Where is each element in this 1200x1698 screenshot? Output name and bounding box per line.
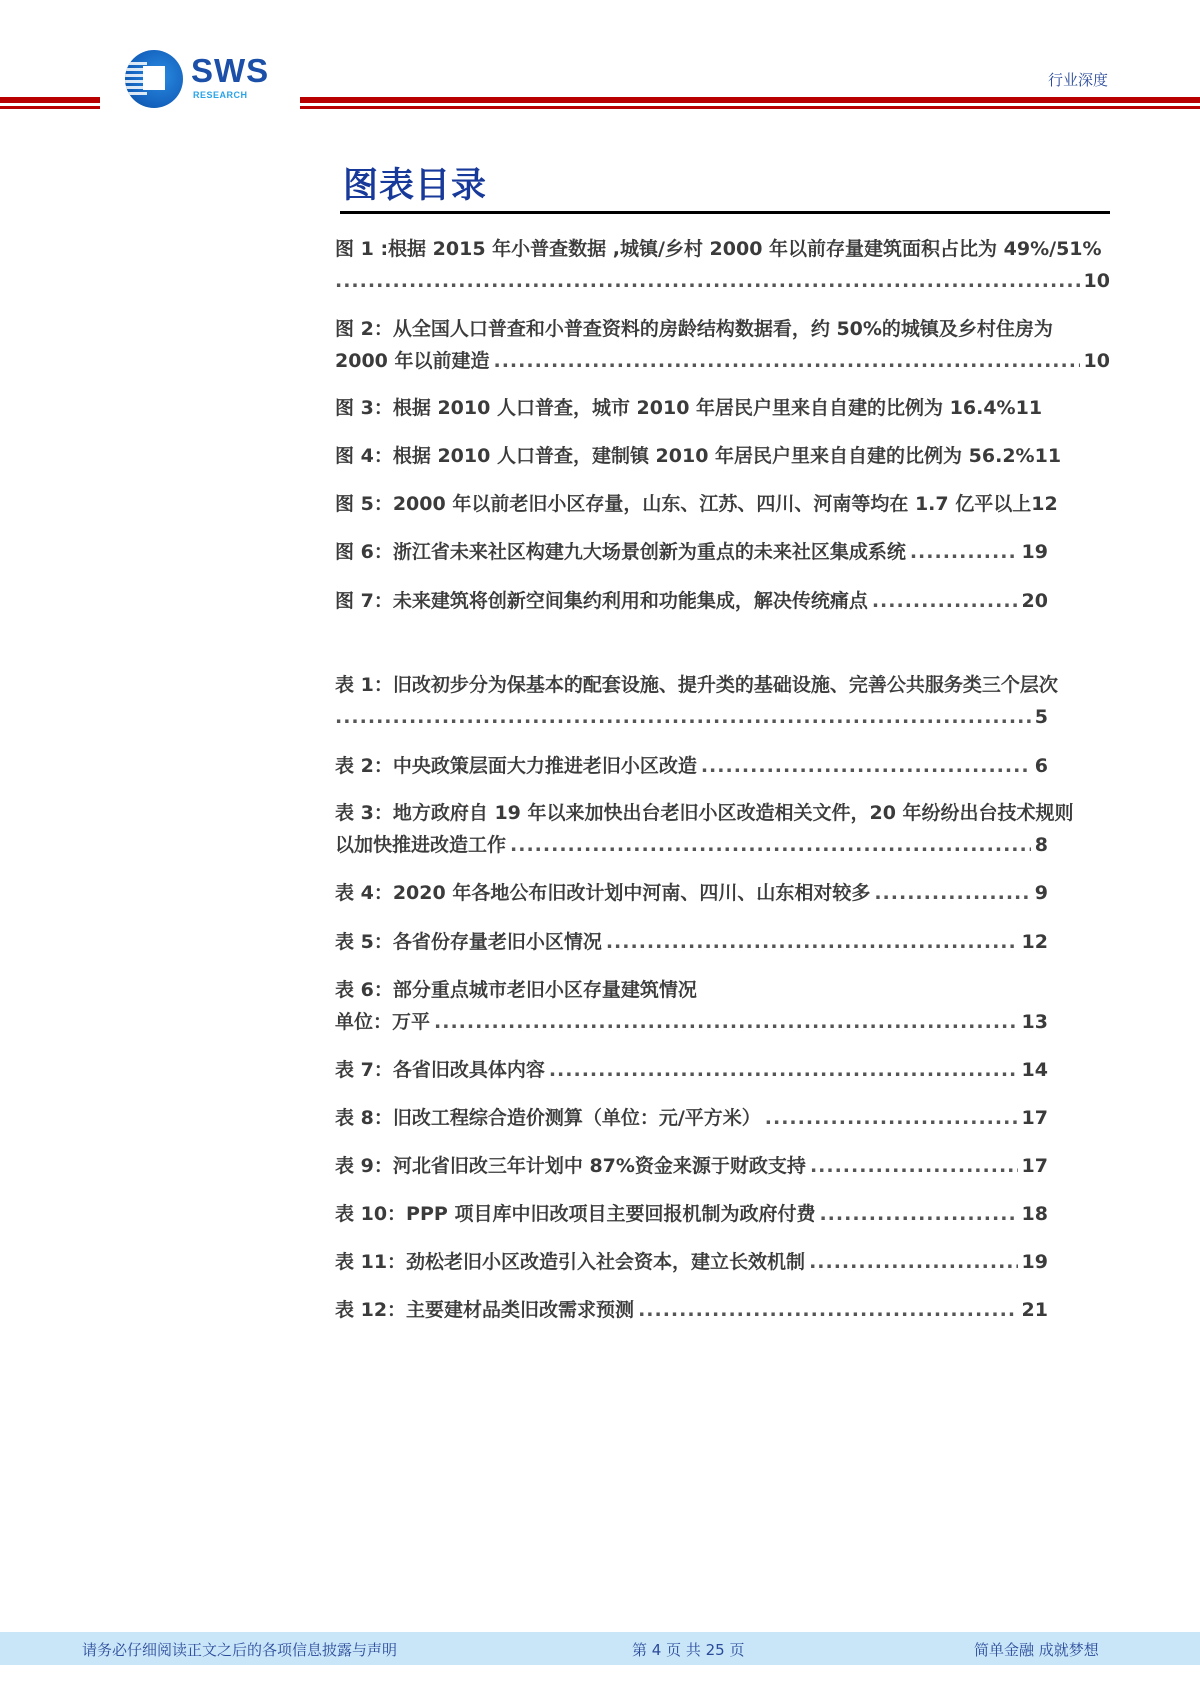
leader-dots [874,877,1030,909]
toc-entry-figure-2[interactable] [335,313,1110,377]
entry-label: 图 1 :根据 2015 年小普查数据 ,城镇/乡村 2000 年以前存量建筑面积占比为 49%/51% [335,238,1102,260]
page-number: 18 [1021,1203,1048,1225]
toc-entry-table-4[interactable] [335,877,1110,909]
header-rule-right-thin [300,106,1200,109]
page-number: 17 [1021,1107,1048,1129]
page-number: 17 [1021,1155,1048,1177]
entry-label-continued: 单位：万平 [335,1011,431,1033]
footer-page-info: 第 4 页 共 25 页 [632,1641,745,1659]
leader-dots [494,345,1080,377]
entry-label: 表 5：各省份存量老旧小区情况 [335,931,602,953]
entry-label: 表 7：各省旧改具体内容 [335,1059,545,1081]
toc-entry-table-6[interactable] [335,974,1110,1038]
entry-label: 表 12：主要建材品类旧改需求预测 [335,1299,635,1321]
entry-label: 图 6：浙江省未来社区构建九大场景创新为重点的未来社区集成系统 [335,541,906,563]
entry-label-continued: 2000 年以前建造 [335,350,490,372]
leader-dots [549,1054,1018,1086]
footer-disclaimer: 请务必仔细阅读正文之后的各项信息披露与声明 [82,1641,398,1659]
toc-entry-table-2[interactable] [335,750,1110,782]
entry-label: 图 4：根据 2010 人口普查，建制镇 2010 年居民户里来自自建的比例为 56.2% [335,445,1035,467]
leader-dots [701,750,1031,782]
entry-label: 表 8：旧改工程综合造价测算（单位：元/平方米） [335,1107,761,1129]
leader-dots [638,1294,1017,1326]
page-number: 11 [1034,445,1062,467]
leader-dots [510,829,1031,861]
toc-entry-table-12[interactable] [335,1294,1110,1326]
leader-dots [335,265,1080,297]
leader-dots [872,585,1018,617]
page-title: 图表目录 [343,166,488,206]
entry-label: 表 1：旧改初步分为保基本的配套设施、提升类的基础设施、完善公共服务类三个层次 [335,674,1058,696]
leader-dots [434,1006,1018,1038]
entry-label: 表 10：PPP 项目库中旧改项目主要回报机制为政府付费 [335,1203,816,1225]
leader-dots [765,1102,1018,1134]
page-number: 6 [1034,755,1048,777]
toc-entry-table-9[interactable] [335,1150,1110,1182]
entry-label: 表 6：部分重点城市老旧小区存量建筑情况 [335,979,697,1001]
page-number: 19 [1021,541,1048,563]
document-type-label: 行业深度 [1047,71,1108,89]
page-number: 20 [1021,590,1048,612]
page-number: 12 [1021,931,1048,953]
entry-label: 图 7：未来建筑将创新空间集约利用和功能集成，解决传统痛点 [335,590,868,612]
toc-entry-figure-7[interactable] [335,585,1110,617]
entry-label: 表 11：劲松老旧小区改造引入社会资本，建立长效机制 [335,1251,806,1273]
leader-dots [335,701,1031,733]
entry-label: 图 3：根据 2010 人口普查，城市 2010 年居民户里来自自建的比例为 16.4% [335,397,1016,419]
logo-globe-icon [125,50,183,108]
logo-wordmark: SWS [191,52,270,89]
page-number: 21 [1021,1299,1048,1321]
page-number: 10 [1083,350,1110,372]
title-divider [340,211,1110,214]
toc-entry-table-1[interactable] [335,669,1110,733]
entry-label: 图 5：2000 年以前老旧小区存量，山东、江苏、四川、河南等均在 1.7 亿平以上 [335,493,1032,515]
entry-label: 表 4：2020 年各地公布旧改计划中河南、四川、山东相对较多 [335,882,871,904]
toc-entry-figure-6[interactable] [335,536,1110,568]
leader-dots [819,1198,1017,1230]
logo-subtitle: RESEARCH [193,90,248,100]
toc-entry-figure-1[interactable] [335,233,1110,297]
footer-slogan: 简单金融 成就梦想 [974,1641,1099,1659]
page-number: 12 [1031,493,1058,515]
page-number: 9 [1034,882,1048,904]
page-number: 13 [1021,1011,1048,1033]
leader-dots [809,1246,1017,1278]
toc-entry-table-5[interactable] [335,926,1110,958]
toc-entry-table-3[interactable] [335,797,1110,861]
toc-entry-figure-5[interactable] [335,488,1110,520]
header-rule-left-thick [0,97,100,103]
toc-entry-table-10[interactable] [335,1198,1110,1230]
page-number: 8 [1034,834,1048,856]
toc-entry-figure-3[interactable] [335,392,1110,424]
toc-entry-table-11[interactable] [335,1246,1110,1278]
entry-label-continued: 以加快推进改造工作 [335,834,507,856]
entry-label: 表 3：地方政府自 19 年以来加快出台老旧小区改造相关文件，20 年纷纷出台技术规则 [335,802,1074,824]
header-rule-left-thin [0,106,100,109]
entry-label: 表 9：河北省旧改三年计划中 87%资金来源于财政支持 [335,1155,806,1177]
page-number: 19 [1021,1251,1048,1273]
entry-label: 表 2：中央政策层面大力推进老旧小区改造 [335,755,697,777]
page-number: 11 [1015,397,1043,419]
toc-entry-figure-4[interactable] [335,440,1110,472]
header-rule-right-thick [300,97,1200,103]
toc-entry-table-8[interactable] [335,1102,1110,1134]
entry-label: 图 2：从全国人口普查和小普查资料的房龄结构数据看，约 50%的城镇及乡村住房为 [335,318,1053,340]
leader-dots [810,1150,1018,1182]
page-number: 5 [1034,706,1048,728]
page-number: 10 [1083,270,1110,292]
leader-dots [910,536,1018,568]
leader-dots [606,926,1018,958]
toc-entry-table-7[interactable] [335,1054,1110,1086]
page-number: 14 [1021,1059,1048,1081]
sws-logo [125,50,285,110]
